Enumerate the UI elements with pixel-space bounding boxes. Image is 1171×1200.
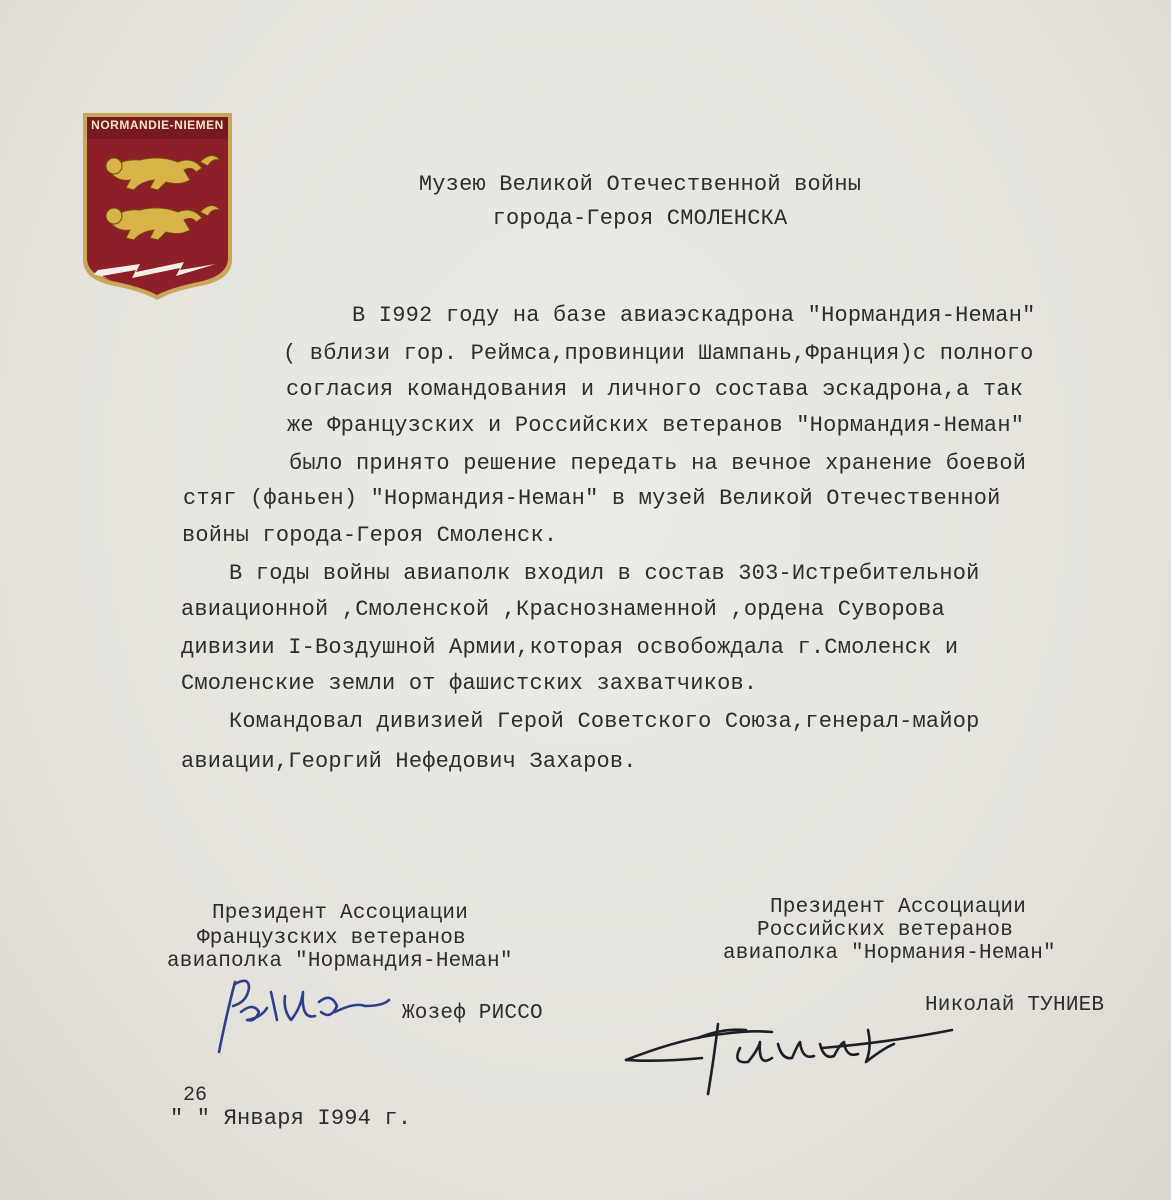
signatory-name: Жозеф РИССО (402, 1002, 543, 1025)
addressee-line-1: Музею Великой Отечественной войны (418, 172, 862, 197)
body-line: было принято решение передать на вечное хранение боевой (289, 451, 1027, 476)
signatory-title-line: авиаполка "Нормания-Неман" (723, 942, 1056, 965)
body-line: же Французских и Российских ветеранов "Нормандия-Неман" (287, 413, 1025, 438)
body-line: войны города-Героя Смоленск. (182, 523, 558, 548)
body-line: Командовал дивизией Герой Советского Союза,генерал-майор (229, 709, 980, 734)
body-line: согласия командования и личного состава эскадрона,а так (286, 377, 1024, 402)
signatory-title-line: Французских ветеранов (197, 927, 466, 950)
body-line: авиационной ,Смоленской ,Краснознаменной ,ордена Суворова (181, 597, 945, 622)
body-line: В I992 году на базе авиаэскадрона "Нормандия-Неман" (352, 303, 1036, 328)
signatory-title-line: Российских ветеранов (757, 919, 1014, 942)
addressee-line-2: города-Героя СМОЛЕНСКА (492, 206, 788, 231)
body-line: авиации,Георгий Нефедович Захаров. (181, 749, 637, 774)
signatory-name: Николай ТУНИЕВ (925, 994, 1105, 1017)
body-line: стяг (фаньен) "Нормандия-Неман" в музей Великой Отечественной (183, 486, 1001, 511)
date-day: 26 (183, 1084, 208, 1107)
handwritten-signature-icon (205, 972, 395, 1057)
date-line: " " Января I994 г. (170, 1106, 412, 1131)
body-line: Смоленские земли от фашистских захватчиков. (181, 671, 758, 696)
signatory-title-line: Президент Ассоциации (212, 902, 469, 925)
handwritten-signature-icon (622, 1008, 962, 1103)
body-line: дивизии I-Воздушной Армии,которая освобождала г.Смоленск и (181, 635, 959, 660)
signatory-title-line: авиаполка "Нормандия-Неман" (167, 950, 513, 973)
normandie-niemen-emblem (80, 110, 235, 302)
lion-shield-icon (80, 110, 235, 302)
signatory-title-line: Президент Ассоциации (770, 896, 1027, 919)
emblem-label: NORMANDIE-NIEMEN (91, 118, 224, 132)
body-line: В годы войны авиаполк входил в состав 303-Истребительной (229, 561, 980, 586)
body-line: ( вблизи гор. Реймса,провинции Шампань,Франция)с полного (283, 341, 1034, 366)
